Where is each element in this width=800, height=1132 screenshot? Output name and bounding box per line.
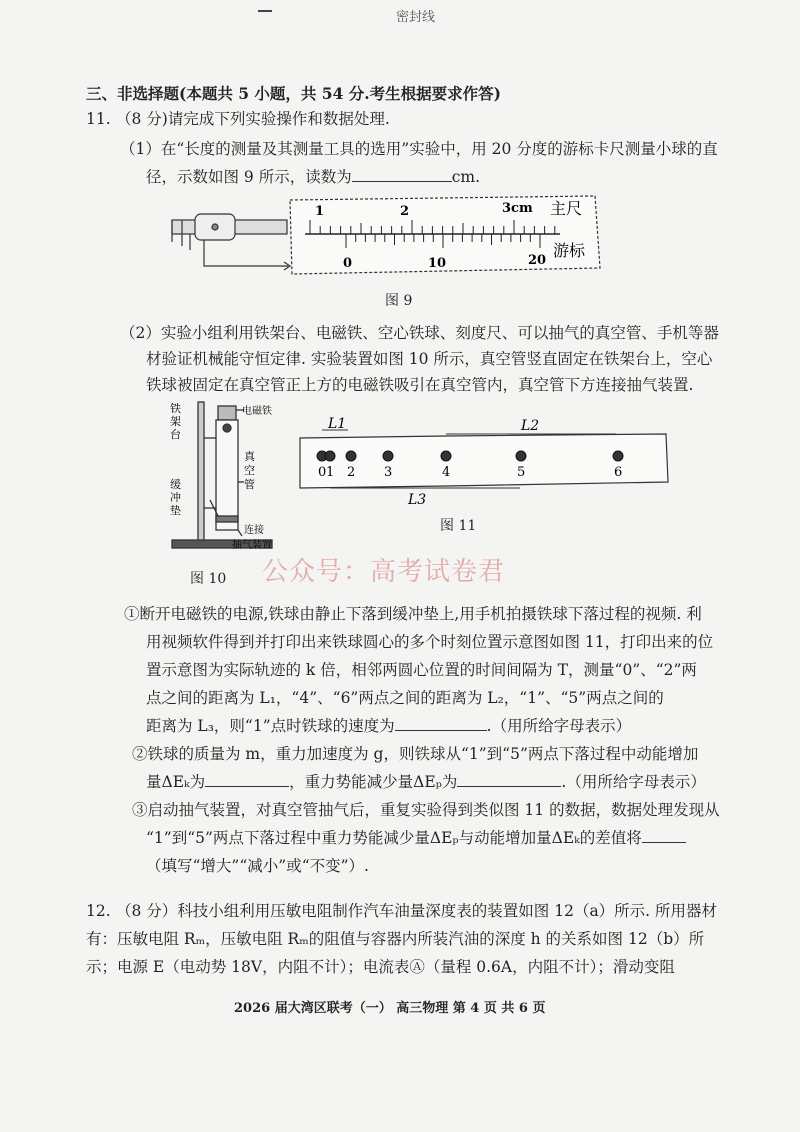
figure-10 (160, 398, 300, 558)
label-huan: 缓 (170, 478, 181, 491)
label-guan: 管 (244, 478, 255, 491)
answer-blank-velocity[interactable] (395, 716, 487, 731)
trajectory-point-label-5: 5 (517, 465, 526, 480)
q11-part1-line1: （1）在“长度的测量及其测量工具的选用”实验中，用 20 分度的游标卡尺测量小球的直 (120, 140, 718, 158)
top-stamp: 密封线 (396, 10, 436, 25)
trajectory-point-4 (441, 451, 451, 461)
figure-11-caption: 图 11 (440, 518, 477, 534)
trajectory-point-1 (325, 451, 335, 461)
vernier-num-20: 20 (528, 253, 547, 268)
label-tie: 铁 (170, 402, 181, 415)
q11-sub2-line1: ②铁球的质量为 m，重力加速度为 g，则铁球从“1”到“5”两点下落过程中动能增加 (132, 745, 699, 763)
L3-label: L3 (408, 492, 427, 508)
q11-sub1-line4: 点之间的距离为 L₁，“4”、“6”两点之间的距离为 L₂，“1”、“5”两点之间的 (146, 689, 664, 707)
figure-9 (160, 190, 610, 280)
q11-sub3-text: “1”到“5”两点下落过程中重力势能减少量ΔEₚ与动能增加量ΔEₖ的差值将 (146, 829, 642, 847)
label-electromagnet: 电磁铁 (242, 406, 272, 417)
label-pump: 抽气装置 (232, 540, 272, 551)
q11-sub3-line1: ③启动抽气装置，对真空管抽气后，重复实验得到类似图 11 的数据，数据处理发现从 (132, 801, 720, 819)
figure-10-caption: 图 10 (190, 571, 227, 587)
answer-blank-ep[interactable] (457, 772, 561, 787)
q11-sub1-line1: ①断开电磁铁的电源,铁球由静止下落到缓冲垫上,用手机拍摄铁球下落过程的视频. 利 (124, 605, 702, 623)
label-dian: 垫 (170, 504, 181, 517)
q11-part1-unit: cm. (451, 168, 481, 186)
main-scale-num-2: 2 (400, 204, 410, 219)
q11-sub1-line2: 用视频软件得到并打印出来铁球圆心的多个时刻位置示意图如图 11，打印出来的位 (146, 633, 714, 651)
label-kong: 空 (244, 464, 255, 477)
trajectory-point-3 (383, 451, 393, 461)
vernier-label: 游标 (553, 241, 586, 260)
vacuum-tube (216, 420, 238, 530)
trajectory-point-label-2: 2 (347, 465, 356, 480)
q11-part2-line2: 材验证机械能守恒定律. 实验装置如图 10 所示，真空管竖直固定在铁架台上，空心 (146, 350, 713, 368)
page-footer: 2026 届大湾区联考（一） 高三物理 第 4 页 共 6 页 (234, 1001, 546, 1016)
answer-blank-ek[interactable] (205, 772, 289, 787)
watermark: 公众号：高考试卷君 (262, 557, 506, 587)
figure-9-caption: 图 9 (385, 293, 413, 309)
q11-number: 11. (86, 110, 111, 128)
label-zhen: 真 (244, 450, 255, 463)
q12-line2: 有：压敏电阻 Rₘ，压敏电阻 Rₘ的阻值与容器内所装汽油的深度 h 的关系如图 12（b）所 (86, 930, 705, 948)
q11-sub2-hint: .（用所给字母表示） (561, 773, 706, 791)
iron-ball (223, 424, 231, 432)
trajectory-point-label-3: 3 (384, 465, 393, 480)
top-mark (258, 10, 272, 12)
label-jia: 架 (170, 415, 181, 428)
q11-part2-line1: （2）实验小组利用铁架台、电磁铁、空心铁球、刻度尺、可以抽气的真空管、手机等器 (120, 324, 719, 342)
q11-sub1-line3: 置示意图为实际轨迹的 k 倍，相邻两圆心位置的时间间隔为 T，测量“0”、“2”两 (146, 661, 697, 679)
q12-line3: 示；电源 E（电动势 18V，内阻不计）；电流表Ⓐ（量程 0.6A，内阻不计）；滑动变阻 (86, 958, 675, 976)
electromagnet (218, 406, 236, 420)
q11-sub1-text: 距离为 L₃，则“1”点时铁球的速度为 (146, 717, 395, 735)
q11-part2-line3: 铁球被固定在真空管正上方的电磁铁吸引在真空管内，真空管下方连接抽气装置. (146, 376, 694, 394)
q11-sub3-line3: （填写“增大”“减小”或“不变”）. (146, 857, 369, 875)
label-chong: 冲 (170, 491, 181, 504)
main-scale-label: 主尺 (550, 199, 583, 218)
q11-sub3-line2 (146, 827, 686, 849)
label-connect: 连接 (244, 525, 264, 536)
answer-blank-diameter[interactable] (352, 167, 452, 182)
section-title: 三、非选择题(本题共 5 小题，共 54 分.考生根据要求作答) (86, 84, 502, 103)
q11-sub2-ep-text: ，重力势能减少量ΔEₚ为 (289, 773, 458, 791)
trajectory-point-5 (516, 451, 526, 461)
vernier-num-0: 0 (343, 256, 353, 271)
vernier-num-10: 10 (428, 256, 447, 271)
q12-number: 12. (86, 902, 111, 920)
q11-intro: （8 分)请完成下列实验操作和数据处理. (116, 110, 390, 128)
main-scale-num-3: 3cm (502, 201, 533, 216)
q12-line1: （8 分）科技小组利用压敏电阻制作汽车油量深度表的装置如图 12（a）所示. 所用器材 (116, 902, 718, 920)
q11-sub2-ek-text: 量ΔEₖ为 (146, 773, 206, 791)
q11-part1-line2 (146, 166, 480, 188)
trajectory-point-6 (613, 451, 623, 461)
figure-11 (296, 410, 672, 510)
q11-sub2-line2 (146, 771, 706, 793)
q11-part1-text: 径，示数如图 9 所示，读数为 (146, 168, 352, 186)
trajectory-point-label-6: 6 (614, 465, 623, 480)
main-scale-num-1: 1 (315, 204, 325, 219)
L2-label: L2 (521, 418, 540, 434)
q11-sub1-line5 (146, 715, 631, 737)
trajectory-point-label-0: 0 (318, 465, 327, 480)
buffer-pad (216, 516, 238, 522)
label-tai: 台 (170, 428, 181, 441)
answer-blank-difference[interactable] (642, 828, 686, 843)
trajectory-point-label-1: 1 (326, 465, 335, 480)
q11-sub1-hint: .（用所给字母表示） (486, 717, 632, 735)
iron-stand-rod (198, 402, 204, 544)
caliper-drawing (172, 214, 290, 270)
L1-label: L1 (328, 416, 347, 432)
trajectory-point-label-4: 4 (442, 465, 451, 480)
trajectory-point-2 (346, 451, 356, 461)
